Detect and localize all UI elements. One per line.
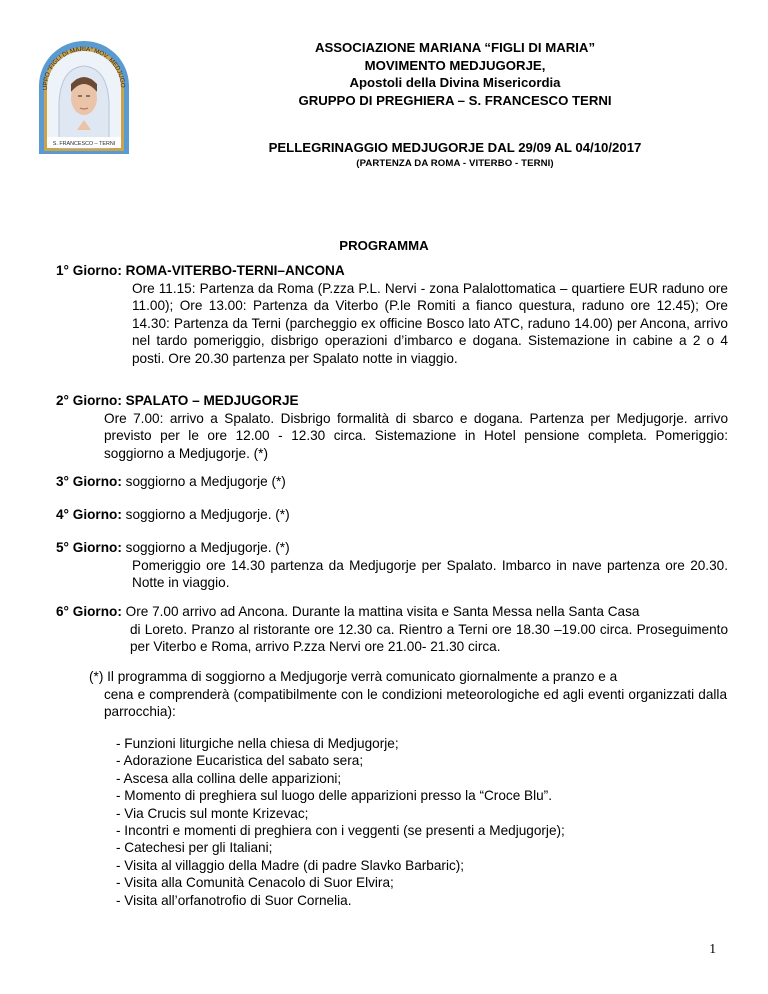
day-1 bbox=[56, 262, 728, 368]
day-label: 4° Giorno: bbox=[56, 507, 122, 522]
day-description: Ore 7.00 arrivo ad Ancona. Durante la mattina visita e Santa Messa nella Santa Casa bbox=[125, 604, 640, 619]
day-title: ROMA-VITERBO-TERNI–ANCONA bbox=[125, 263, 345, 278]
day-5 bbox=[56, 539, 728, 592]
page-number: 1 bbox=[709, 941, 716, 956]
day-6 bbox=[56, 603, 728, 656]
program-note bbox=[89, 668, 727, 721]
day-label: 1° Giorno: bbox=[56, 263, 122, 278]
day-label: 5° Giorno: bbox=[56, 540, 122, 555]
day-extra: di Loreto. Pranzo al ristorante ore 12.30 ca. Rientro a Terni ore 18.30 –19.00 circa. Proseguimento per Viterbo e Roma, arrivo P.zza Nervi ore 21.00- 21.30 circa. bbox=[130, 621, 728, 655]
day-description: soggiorno a Medjugorje. (*) bbox=[125, 540, 290, 555]
day-description: Ore 7.00: arrivo a Spalato. Disbrigo formalità di sbarco e dogana. Partenza per Medjugorje. arrivo previsto per le ore 12.00 - 12.30 circa. Sistemazione in Hotel pensione completa. Pomeriggio: soggiorno a Medjugorje. (*) bbox=[104, 410, 728, 461]
day-label: 6° Giorno: bbox=[56, 604, 122, 619]
document-header bbox=[175, 39, 735, 109]
activities-list bbox=[116, 735, 565, 909]
list-item: - Momento di preghiera sul luogo delle apparizioni presso la “Croce Blu”. bbox=[116, 788, 552, 804]
day-label: 2° Giorno: bbox=[56, 393, 122, 408]
list-item: - Ascesa alla collina delle apparizioni; bbox=[116, 770, 342, 786]
list-item: - Adorazione Eucaristica del sabato sera; bbox=[116, 753, 364, 769]
madonna-logo-icon bbox=[35, 38, 133, 156]
header-prayer-group: GRUPPO DI PREGHIERA – S. FRANCESCO TERNI bbox=[298, 92, 612, 108]
list-item: - Incontri e momenti di preghiera con i veggenti (se presenti a Medjugorje); bbox=[116, 823, 565, 839]
day-description: soggiorno a Medjugorje. (*) bbox=[125, 507, 290, 522]
list-item: - Funzioni liturgiche nella chiesa di Medjugorje; bbox=[116, 736, 399, 751]
day-label: 3° Giorno: bbox=[56, 474, 122, 489]
logo-bottom-text: S. FRANCESCO – TERNI bbox=[52, 141, 116, 147]
day-description: soggiorno a Medjugorje (*) bbox=[125, 474, 286, 489]
logo-arc-text: UPPO “FIGLI DI MARIA” MOV. MEDJUGO bbox=[41, 45, 127, 91]
day-extra: Pomeriggio ore 14.30 partenza da Medjugorje per Spalato. Imbarco in nave partenza ore 20.30. Notte in viaggio. bbox=[132, 557, 728, 591]
day-2 bbox=[56, 392, 728, 462]
trip-title: PELLEGRINAGGIO MEDJUGORJE DAL 29/09 AL 04/10/2017 bbox=[268, 140, 642, 155]
list-item: - Via Crucis sul monte Krizevac; bbox=[116, 805, 309, 821]
note-continuation: cena e comprenderà (compatibilmente con le condizioni meteorologiche ed agli eventi organizzati dalla parrocchia): bbox=[104, 686, 727, 720]
day-4 bbox=[56, 506, 728, 524]
header-apostles: Apostoli della Divina Misericordia bbox=[349, 75, 561, 90]
day-description: Ore 11.15: Partenza da Roma (P.zza P.L. Nervi - zona Palalottomatica – quartiere EUR raduno ore 11.00); Ore 13.00: Partenza da Viterbo (P.le Romiti a fianco questura, raduno ore 12.45); Ore 14.30: Partenza da Terni (parcheggio ex officine Bosco lato ATC, raduno 14.00) per Ancona, arrivo nel tardo pomeriggio, disbrigo operazioni d’imbarco e dogana. Sistemazione in cabine a 2 o 4 posti. Ore 20.30 partenza per Spalato notte in viaggio. bbox=[132, 280, 728, 366]
list-item: - Catechesi per gli Italiani; bbox=[116, 840, 273, 856]
trip-subtitle: (PARTENZA DA ROMA - VITERBO - TERNI) bbox=[356, 158, 554, 169]
list-item: - Visita all’orfanotrofio di Suor Cornelia. bbox=[116, 892, 352, 908]
day-3 bbox=[56, 473, 728, 491]
header-movement: MOVIMENTO MEDJUGORJE, bbox=[364, 57, 546, 73]
association-logo bbox=[35, 38, 133, 156]
program-heading: PROGRAMMA bbox=[339, 238, 429, 253]
list-item: - Visita al villaggio della Madre (di padre Slavko Barbaric); bbox=[116, 857, 465, 873]
day-title: SPALATO – MEDJUGORJE bbox=[125, 393, 299, 408]
header-association: ASSOCIAZIONE MARIANA “FIGLI DI MARIA” bbox=[314, 40, 596, 55]
note-first-line: (*) Il programma di soggiorno a Medjugorje verrà comunicato giornalmente a pranzo e a bbox=[89, 669, 618, 684]
list-item: - Visita alla Comunità Cenacolo di Suor Elvira; bbox=[116, 875, 394, 891]
